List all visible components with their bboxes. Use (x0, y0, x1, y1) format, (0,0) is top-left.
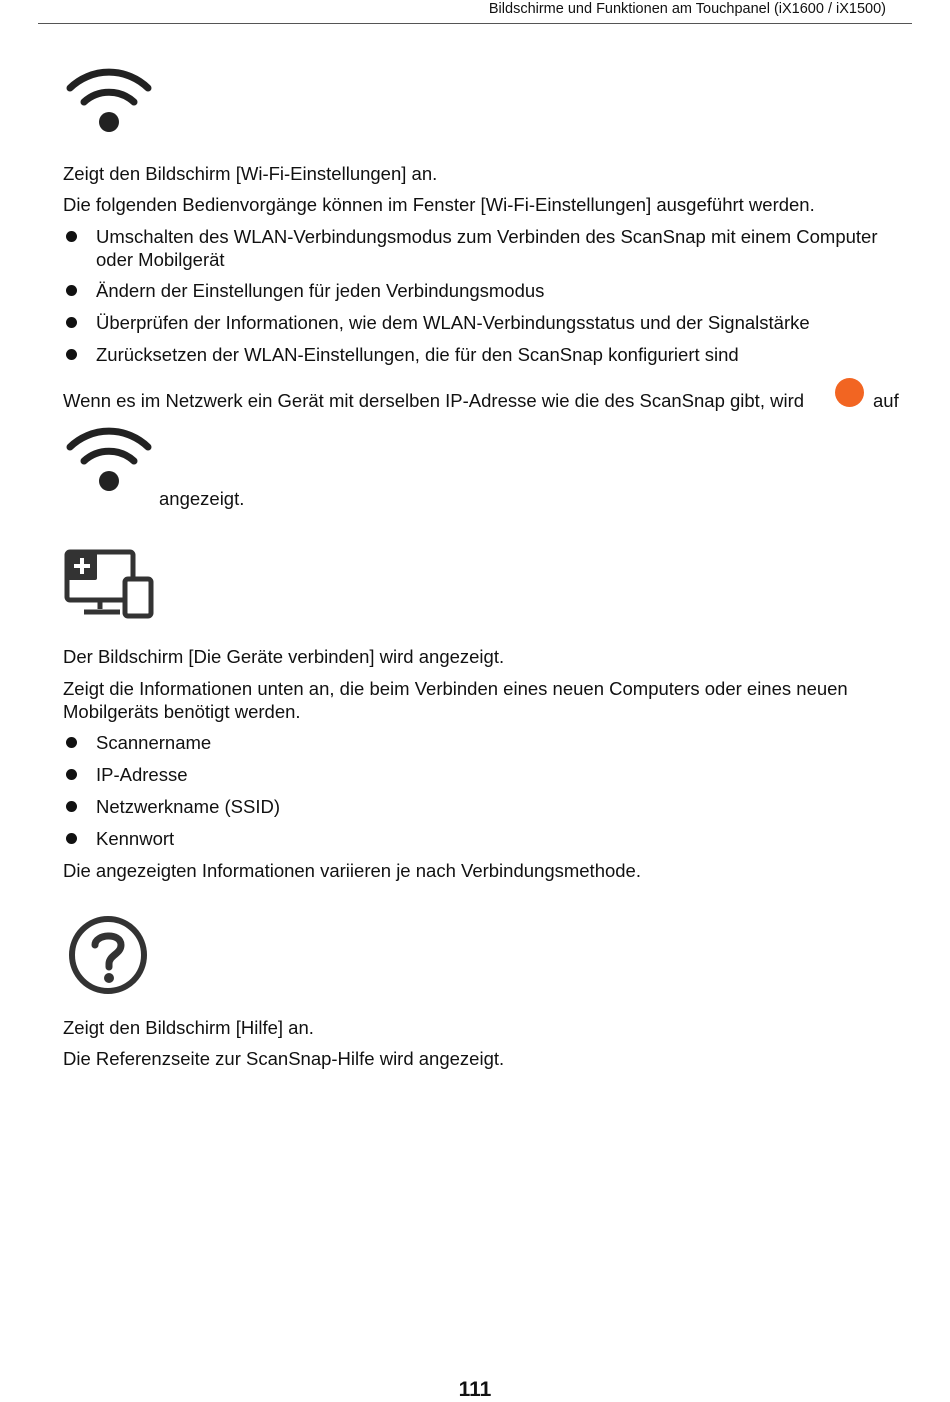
help-desc-line1: Zeigt den Bildschirm [Hilfe] an. (63, 1017, 314, 1038)
running-header: Bildschirme und Funktionen am Touchpanel (iX1600 / iX1500) (488, 1, 886, 17)
wifi-icon (64, 423, 154, 495)
bullet-dot (66, 317, 77, 328)
help-desc-line2: Die Referenzseite zur ScanSnap-Hilfe wird angezeigt. (63, 1048, 505, 1069)
connect-desc-line1: Der Bildschirm [Die Geräte verbinden] wird angezeigt. (63, 646, 505, 667)
list-item-text: IP-Adresse (96, 764, 188, 785)
connect-devices-icon (64, 549, 154, 619)
page-number: 111 (458, 1378, 492, 1401)
bullet-dot (66, 801, 77, 812)
bullet-dot (66, 231, 77, 242)
warning-text: Wenn es im Netzwerk ein Gerät mit derselben IP-Adresse wie die des ScanSnap gibt, wird (63, 390, 805, 411)
warning-text-mid: auf (873, 390, 899, 411)
bullet-dot (66, 769, 77, 780)
wifi-icon (64, 64, 154, 136)
wifi-desc-line1: Zeigt den Bildschirm [Wi-Fi-Einstellungen] an. (63, 163, 438, 184)
bullet-dot (66, 285, 77, 296)
list-item-text: Scannername (96, 732, 212, 753)
warning-text-end: angezeigt. (159, 488, 245, 509)
bullet-dot (66, 349, 77, 360)
bullet-dot (66, 737, 77, 748)
connect-desc-line2b: Mobilgeräts benötigt werden. (63, 701, 301, 722)
list-item-text: Ändern der Einstellungen für jeden Verbindungsmodus (96, 280, 545, 301)
connect-desc-line3: Die angezeigten Informationen variieren je nach Verbindungsmethode. (63, 860, 641, 881)
list-item-text: Zurücksetzen der WLAN-Einstellungen, die für den ScanSnap konfiguriert sind (96, 344, 739, 365)
wifi-desc-line2: Die folgenden Bedienvorgänge können im Fenster [Wi-Fi-Einstellungen] ausgeführt werden. (63, 194, 815, 215)
header-divider (38, 23, 912, 24)
list-item-text: Überprüfen der Informationen, wie dem WLAN-Verbindungsstatus und der Signalstärke (96, 312, 810, 333)
warning-dot-icon (835, 378, 864, 407)
list-item-text: Umschalten des WLAN-Verbindungsmodus zum Verbinden des ScanSnap mit einem Computer (96, 226, 878, 247)
connect-desc-line2a: Zeigt die Informationen unten an, die beim Verbinden eines neuen Computers oder eines neuen (63, 678, 848, 699)
help-icon (67, 914, 149, 996)
list-item-text: Kennwort (96, 828, 175, 849)
bullet-dot (66, 833, 77, 844)
list-item-text: Netzwerkname (SSID) (96, 796, 281, 817)
list-item-text: oder Mobilgerät (96, 249, 225, 270)
